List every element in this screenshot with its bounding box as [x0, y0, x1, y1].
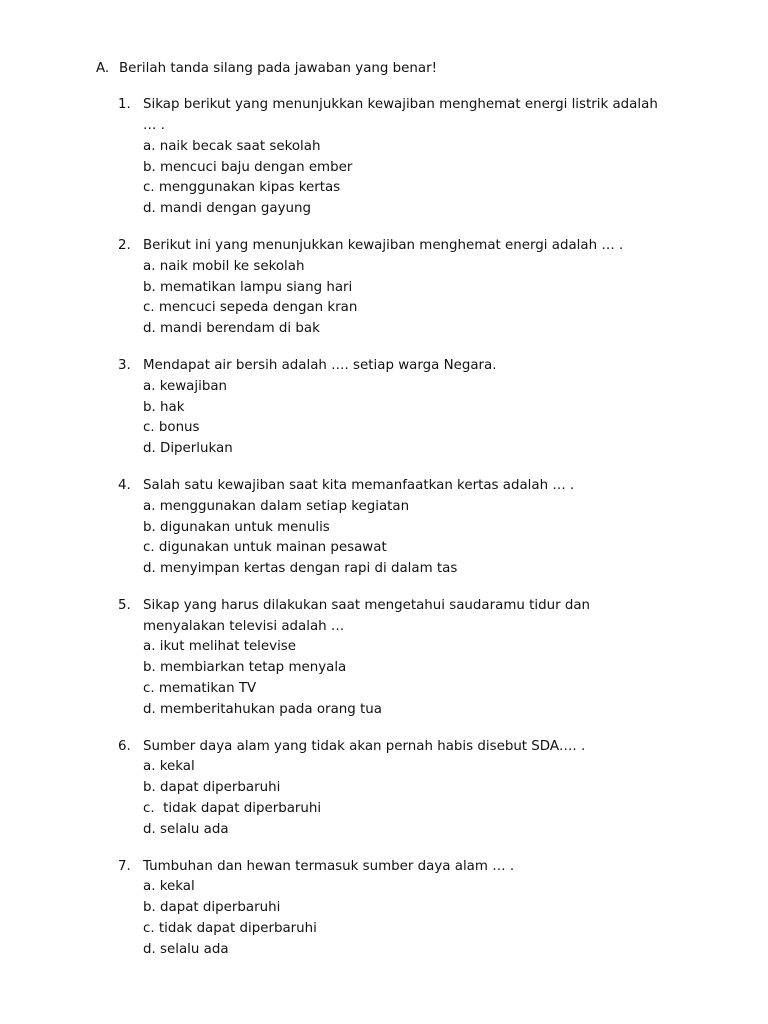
question-text: Salah satu kewajiban saat kita memanfaatkan kertas adalah … . — [143, 477, 575, 493]
answer-option[interactable]: d. mandi berendam di bak — [143, 321, 320, 337]
question-text: menyalakan televisi adalah … — [143, 618, 345, 634]
answer-option[interactable]: b. mematikan lampu siang hari — [143, 279, 353, 295]
question-item — [118, 95, 718, 220]
answer-option[interactable]: c. digunakan untuk mainan pesawat — [143, 540, 387, 556]
question-number: 4. — [118, 477, 131, 493]
answer-option[interactable]: c. tidak dapat diperbaruhi — [143, 801, 322, 817]
question-text: Sumber daya alam yang tidak akan pernah habis disebut SDA…. . — [143, 738, 586, 754]
answer-option[interactable]: c. mematikan TV — [143, 681, 257, 697]
question-text: Mendapat air bersih adalah …. setiap warga Negara. — [143, 357, 497, 373]
answer-option[interactable]: b. dapat diperbaruhi — [143, 780, 281, 796]
question-text: Sikap yang harus dilakukan saat mengetahui saudaramu tidur dan — [143, 597, 591, 613]
answer-option[interactable]: b. mencuci baju dengan ember — [143, 159, 353, 175]
answer-options — [143, 757, 718, 841]
question-text: Berikut ini yang menunjukkan kewajiban menghemat energi adalah … . — [143, 237, 624, 253]
answer-option[interactable]: d. Diperlukan — [143, 441, 233, 457]
answer-option[interactable]: c. bonus — [143, 420, 200, 436]
answer-option[interactable]: d. menyimpan kertas dengan rapi di dalam tas — [143, 561, 458, 577]
answer-options — [143, 877, 718, 961]
answer-options — [143, 257, 718, 341]
question-item — [118, 857, 718, 961]
section-heading — [96, 59, 437, 79]
question-number: 7. — [118, 858, 131, 874]
answer-option[interactable]: b. hak — [143, 399, 185, 415]
answer-option[interactable]: d. mandi dengan gayung — [143, 201, 312, 217]
question-item — [118, 737, 718, 841]
question-text: … . — [143, 117, 165, 133]
question-text: Tumbuhan dan hewan termasuk sumber daya alam … . — [143, 858, 515, 874]
answer-options — [143, 137, 718, 221]
question-text: Sikap berikut yang menunjukkan kewajiban menghemat energi listrik adalah — [143, 97, 658, 112]
answer-option[interactable]: b. membiarkan tetap menyala — [143, 660, 347, 676]
answer-options — [143, 377, 718, 461]
question-item — [118, 476, 718, 580]
answer-option[interactable]: c. menggunakan kipas kertas — [143, 180, 341, 196]
answer-option[interactable]: b. dapat diperbaruhi — [143, 900, 281, 916]
section-marker: A. — [96, 61, 110, 76]
answer-option[interactable]: a. naik becak saat sekolah — [143, 138, 321, 154]
answer-option[interactable]: c. mencuci sepeda dengan kran — [143, 300, 358, 316]
answer-option[interactable]: a. ikut melihat televise — [143, 639, 297, 655]
question-item — [118, 356, 718, 460]
answer-option[interactable]: a. kekal — [143, 759, 195, 775]
answer-option[interactable]: a. kewajiban — [143, 378, 228, 394]
answer-option[interactable]: a. menggunakan dalam setiap kegiatan — [143, 498, 410, 514]
answer-option[interactable]: b. digunakan untuk menulis — [143, 519, 330, 535]
section-instruction: Berilah tanda silang pada jawaban yang benar! — [119, 61, 437, 76]
question-number: 2. — [118, 237, 131, 253]
answer-option[interactable]: d. memberitahukan pada orang tua — [143, 702, 382, 718]
question-item — [118, 596, 718, 721]
answer-options — [143, 637, 718, 721]
question-number: 6. — [118, 738, 131, 754]
question-item — [118, 236, 718, 340]
question-number: 1. — [118, 97, 131, 112]
question-number: 3. — [118, 357, 131, 373]
answer-option[interactable]: d. selalu ada — [143, 822, 229, 838]
question-number: 5. — [118, 597, 131, 613]
answer-option[interactable]: d. selalu ada — [143, 942, 229, 958]
answer-option[interactable]: c. tidak dapat diperbaruhi — [143, 921, 317, 937]
answer-option[interactable]: a. kekal — [143, 879, 195, 895]
question-list — [118, 95, 718, 977]
answer-option[interactable]: a. naik mobil ke sekolah — [143, 258, 305, 274]
answer-options — [143, 497, 718, 581]
